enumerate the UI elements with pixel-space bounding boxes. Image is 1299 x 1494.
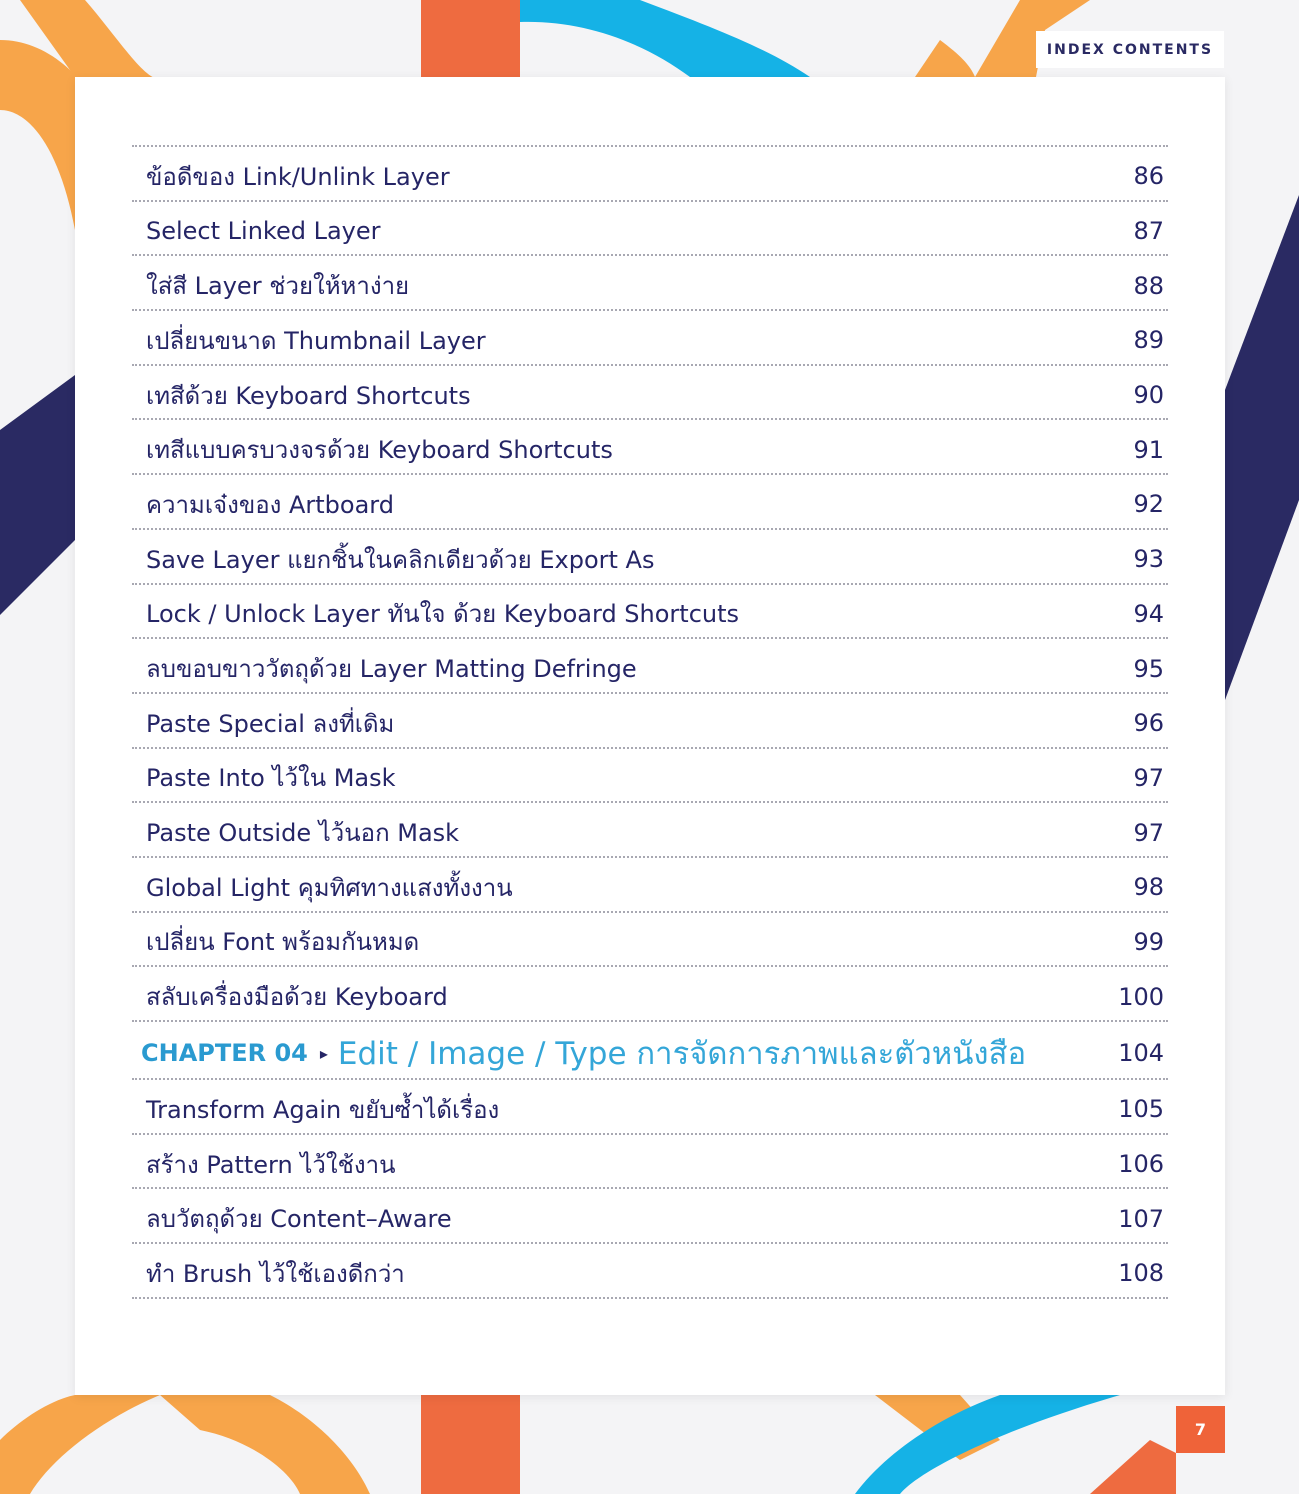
- toc-entry[interactable]: [132, 530, 1168, 585]
- toc-entry-page: 96: [1133, 709, 1164, 738]
- chapter-title: Edit / Image / Type การจัดการภาพและตัวหนังสือ: [337, 1036, 1027, 1072]
- toc-entry[interactable]: [132, 694, 1168, 749]
- toc-entry[interactable]: [132, 475, 1168, 530]
- toc-entry-page: 98: [1133, 873, 1164, 902]
- toc-entry-title: เทสีแบบครบวงจรด้วย Keyboard Shortcuts: [146, 436, 613, 465]
- toc-entry[interactable]: [132, 366, 1168, 421]
- navy-ribbon-left: [0, 375, 75, 615]
- toc-entry-page: 90: [1133, 381, 1164, 410]
- toc-entry-title: ใส่สี Layer ช่วยให้หาง่าย: [146, 272, 410, 301]
- toc-entry-title: Transform Again ขยับซ้ำได้เรื่อง: [146, 1095, 500, 1124]
- toc-entry[interactable]: [132, 147, 1168, 202]
- toc-entry-page: 94: [1133, 599, 1164, 628]
- toc-entry-title: Select Linked Layer: [146, 217, 381, 246]
- toc-entry-page: 88: [1133, 271, 1164, 300]
- toc-entry-title: สร้าง Pattern ไว้ใช้งาน: [146, 1150, 396, 1179]
- toc-entry-page: 86: [1133, 162, 1164, 191]
- toc-entry-page: 95: [1133, 654, 1164, 683]
- toc-entry[interactable]: [132, 749, 1168, 804]
- toc-entry-title: ข้อดีของ Link/Unlink Layer: [146, 162, 450, 191]
- toc-entry-page: 89: [1133, 326, 1164, 355]
- toc-entry[interactable]: [132, 1244, 1168, 1299]
- toc-entry-page: 106: [1118, 1150, 1164, 1179]
- toc-entry-title: สลับเครื่องมือด้วย Keyboard: [146, 983, 448, 1012]
- section-label: INDEX CONTENTS: [1036, 31, 1224, 68]
- cyan-ribbon-top: [520, 0, 810, 77]
- toc-entry-title: Paste Outside ไว้นอก Mask: [146, 819, 460, 848]
- toc-entry-title: Paste Special ลงที่เดิม: [146, 709, 395, 738]
- toc-entry-page: 87: [1133, 217, 1164, 246]
- toc-list: [132, 145, 1168, 1299]
- toc-entry[interactable]: [132, 1189, 1168, 1244]
- toc-entry-page: 108: [1118, 1259, 1164, 1288]
- toc-entry[interactable]: [132, 311, 1168, 366]
- orange-ribbon-bottom-left: [0, 1395, 160, 1494]
- toc-entry-title: ลบวัตถุด้วย Content–Aware: [146, 1205, 452, 1234]
- toc-entry-title: Global Light คุมทิศทางแสงทั้งงาน: [146, 873, 513, 902]
- toc-entry-page: 92: [1133, 490, 1164, 519]
- toc-entry-title: Paste Into ไว้ใน Mask: [146, 764, 396, 793]
- chapter-heading-text: [141, 1028, 1027, 1078]
- red-bar-top: [421, 0, 520, 77]
- toc-entry[interactable]: [132, 202, 1168, 257]
- toc-entry-page: 97: [1133, 763, 1164, 792]
- toc-entry-title: ลบขอบขาววัตถุด้วย Layer Matting Defringe: [146, 655, 637, 684]
- toc-entry-title: เปลี่ยน Font พร้อมกันหมด: [146, 928, 420, 957]
- toc-entry-page: 93: [1133, 545, 1164, 574]
- toc-entry-page: 105: [1118, 1095, 1164, 1124]
- toc-entry-title: ทำ Brush ไว้ใช้เองดีกว่า: [146, 1259, 405, 1288]
- toc-entry-page: 107: [1118, 1204, 1164, 1233]
- toc-entry-page: 99: [1133, 927, 1164, 956]
- toc-entry[interactable]: [132, 967, 1168, 1022]
- toc-entry-page: 100: [1118, 982, 1164, 1011]
- toc-entry[interactable]: [132, 639, 1168, 694]
- chapter-page: 104: [1118, 1039, 1164, 1067]
- chapter-heading[interactable]: [132, 1022, 1168, 1080]
- toc-entry[interactable]: [132, 858, 1168, 913]
- toc-entry-title: ความเจ๋งของ Artboard: [146, 490, 394, 519]
- red-bar-bottom: [421, 1395, 520, 1494]
- toc-entry[interactable]: [132, 256, 1168, 311]
- toc-entry[interactable]: [132, 420, 1168, 475]
- toc-entry-page: 97: [1133, 818, 1164, 847]
- chapter-arrow-icon: ▸: [319, 1043, 328, 1063]
- contents-card: [75, 77, 1225, 1395]
- toc-entry[interactable]: [132, 1080, 1168, 1135]
- toc-entry[interactable]: [132, 585, 1168, 640]
- toc-entry-title: Save Layer แยกชิ้นในคลิกเดียวด้วย Export As: [146, 545, 655, 574]
- chapter-label: CHAPTER 04: [141, 1039, 308, 1067]
- page-number: 7: [1176, 1406, 1225, 1453]
- toc-entry[interactable]: [132, 1135, 1168, 1190]
- toc-entry[interactable]: [132, 913, 1168, 968]
- toc-entry-title: เทสีด้วย Keyboard Shortcuts: [146, 381, 471, 410]
- toc-entry[interactable]: [132, 803, 1168, 858]
- toc-entry-title: Lock / Unlock Layer ทันใจ ด้วย Keyboard Shortcuts: [146, 600, 740, 629]
- toc-entry-title: เปลี่ยนขนาด Thumbnail Layer: [146, 326, 486, 355]
- toc-entry-page: 91: [1133, 435, 1164, 464]
- navy-ribbon-right: [1225, 195, 1299, 700]
